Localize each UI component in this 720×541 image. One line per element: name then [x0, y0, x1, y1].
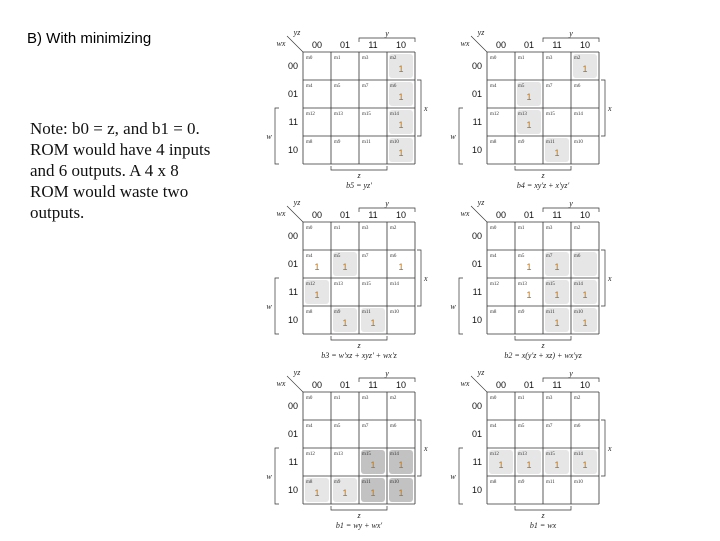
kmap-row-header: 01 — [471, 89, 482, 99]
kmap-minterm: m13 — [518, 112, 527, 117]
kmap-b2 — [452, 196, 627, 371]
kmap-row-header: 01 — [471, 429, 482, 439]
kmap-minterm: m14 — [574, 282, 583, 287]
kmap-one: 1 — [370, 318, 376, 328]
kmap-minterm: m0 — [306, 396, 313, 401]
kmap-one: 1 — [342, 318, 348, 328]
kmap-one: 1 — [554, 262, 560, 272]
kmap-w-label: w — [266, 472, 272, 481]
kmap-row-header: 01 — [287, 429, 298, 439]
kmap-one: 1 — [582, 460, 588, 470]
kmap-minterm: m13 — [518, 452, 527, 457]
kmap-x-label: x — [608, 104, 612, 113]
kmap-one: 1 — [342, 488, 348, 498]
kmap-one: 1 — [370, 460, 376, 470]
note-line: outputs. — [30, 203, 85, 222]
kmap-x-label: x — [424, 104, 428, 113]
kmap-minterm: m12 — [306, 112, 315, 117]
kmap-col-header: 11 — [552, 40, 562, 50]
kmap-minterm: m5 — [518, 84, 525, 89]
kmap-w-bracket — [275, 108, 279, 164]
kmap-col-header: 10 — [579, 210, 591, 220]
kmap-row-header: 11 — [472, 457, 482, 467]
kmap-minterm: m0 — [490, 396, 497, 401]
kmap-one: 1 — [554, 460, 560, 470]
kmap-z-label: z — [357, 171, 361, 180]
kmap-x-bracket — [601, 420, 605, 476]
kmap-one: 1 — [398, 488, 404, 498]
kmap-minterm: m10 — [390, 480, 399, 485]
kmap-corner-diagonal — [287, 36, 303, 52]
kmap-minterm: m8 — [490, 310, 497, 315]
kmap-z-bracket — [515, 166, 571, 170]
kmap-minterm: m12 — [306, 282, 315, 287]
kmap-w-bracket — [459, 448, 463, 504]
kmap-z-label: z — [357, 511, 361, 520]
kmap-minterm: m5 — [334, 84, 341, 89]
kmap-row-header: 10 — [471, 315, 482, 325]
kmap-row-header: 10 — [471, 485, 482, 495]
kmap-row-header: 11 — [288, 457, 298, 467]
kmap-corner-row-label: wx — [276, 379, 286, 388]
kmap-minterm: m3 — [362, 396, 369, 401]
kmap-minterm: m9 — [518, 140, 525, 145]
kmap-corner-diagonal — [287, 376, 303, 392]
kmap-y-label: y — [569, 29, 573, 38]
kmap-corner-row-label: wx — [460, 39, 470, 48]
kmap-minterm: m13 — [334, 452, 343, 457]
kmap-row-header: 00 — [471, 61, 482, 71]
kmap-minterm: m9 — [334, 480, 341, 485]
kmap-minterm: m12 — [490, 112, 499, 117]
kmap-corner-row-label: wx — [460, 379, 470, 388]
kmap-row-header: 10 — [287, 315, 298, 325]
kmap-b3 — [268, 196, 443, 371]
kmap-minterm: m14 — [390, 452, 399, 457]
kmap-col-header: 10 — [395, 40, 407, 50]
kmap-minterm: m15 — [362, 112, 371, 117]
kmap-col-header: 00 — [495, 210, 507, 220]
kmap-col-header: 01 — [339, 40, 351, 50]
kmap-corner-diagonal — [471, 206, 487, 222]
kmap-minterm: m4 — [306, 254, 313, 259]
kmap-x-label: x — [608, 274, 612, 283]
kmap-minterm: m15 — [362, 282, 371, 287]
kmap-minterm: m9 — [334, 140, 341, 145]
kmap-w-bracket — [459, 278, 463, 334]
kmap-b5 — [268, 26, 443, 201]
kmap-minterm: m2 — [574, 396, 581, 401]
kmap-one: 1 — [370, 488, 376, 498]
kmap-col-header: 01 — [523, 40, 535, 50]
kmap-x-bracket — [601, 250, 605, 306]
kmap-one: 1 — [498, 460, 504, 470]
kmap-minterm: m15 — [546, 452, 555, 457]
note-line: ROM would have 4 inputs — [30, 140, 211, 159]
kmap-minterm: m6 — [390, 254, 397, 259]
kmap-one: 1 — [554, 290, 560, 300]
kmap-b1 — [268, 366, 443, 541]
kmap-minterm: m10 — [574, 310, 583, 315]
kmap-minterm: m7 — [546, 84, 553, 89]
kmap-equation: b1 = wy + wx' — [335, 521, 383, 530]
kmap-row-header: 00 — [287, 401, 298, 411]
kmap-minterm: m10 — [390, 310, 399, 315]
kmap-minterm: m15 — [546, 112, 555, 117]
kmap-minterm: m1 — [334, 56, 341, 61]
kmap-z-bracket — [331, 166, 387, 170]
kmap-x-label: x — [424, 274, 428, 283]
note-line: Note: b0 = z, and b1 = 0. — [30, 119, 200, 138]
kmap-minterm: m13 — [518, 282, 527, 287]
kmap-minterm: m12 — [490, 282, 499, 287]
kmap-minterm: m8 — [306, 140, 313, 145]
kmap-one: 1 — [554, 318, 560, 328]
kmap-minterm: m4 — [490, 424, 497, 429]
kmap-minterm: m5 — [518, 254, 525, 259]
kmap-minterm: m10 — [574, 140, 583, 145]
kmap-minterm: m14 — [390, 282, 399, 287]
kmap-minterm: m0 — [306, 226, 313, 231]
kmap-minterm: m7 — [362, 254, 369, 259]
kmap-minterm: m2 — [574, 56, 581, 61]
kmap-minterm: m7 — [546, 424, 553, 429]
kmap-minterm: m8 — [490, 140, 497, 145]
kmap-col-header: 01 — [339, 210, 351, 220]
kmap-corner-row-label: wx — [460, 209, 470, 218]
kmap-col-header: 01 — [523, 210, 535, 220]
kmap-y-label: y — [385, 369, 389, 378]
kmap-col-header: 01 — [523, 380, 535, 390]
kmap-row-header: 00 — [287, 61, 298, 71]
kmap-minterm: m6 — [574, 254, 581, 259]
kmap-minterm: m9 — [518, 480, 525, 485]
kmap-row-header: 00 — [471, 401, 482, 411]
kmap-minterm: m5 — [518, 424, 525, 429]
kmap-z-bracket — [515, 336, 571, 340]
kmap-one: 1 — [582, 290, 588, 300]
kmap-minterm: m1 — [334, 396, 341, 401]
kmap-z-label: z — [357, 341, 361, 350]
kmap-col-header: 11 — [368, 210, 378, 220]
kmap-minterm: m9 — [518, 310, 525, 315]
kmap-z-label: z — [541, 341, 545, 350]
kmap-minterm: m5 — [334, 254, 341, 259]
kmap-col-header: 11 — [552, 380, 562, 390]
kmap-minterm: m4 — [490, 84, 497, 89]
kmap-equation: b4 = xy'z + x'yz' — [516, 181, 570, 190]
kmap-corner-diagonal — [471, 376, 487, 392]
kmap-minterm: m3 — [546, 226, 553, 231]
kmap-z-bracket — [515, 506, 571, 510]
kmap-minterm: m7 — [362, 84, 369, 89]
kmap-minterm: m0 — [490, 226, 497, 231]
kmap-one: 1 — [526, 290, 532, 300]
kmap-minterm: m11 — [546, 310, 555, 315]
kmap-minterm: m4 — [306, 424, 313, 429]
kmap-minterm: m0 — [306, 56, 313, 61]
kmap-w-label: w — [450, 472, 456, 481]
kmap-one: 1 — [554, 148, 560, 158]
kmap-b4 — [452, 26, 627, 201]
kmap-minterm: m1 — [518, 56, 525, 61]
kmap-x-label: x — [424, 444, 428, 453]
kmap-y-label: y — [385, 29, 389, 38]
kmap-minterm: m1 — [518, 226, 525, 231]
kmap-row-header: 01 — [471, 259, 482, 269]
kmap-minterm: m10 — [390, 140, 399, 145]
kmap-minterm: m14 — [390, 112, 399, 117]
note-line: ROM would waste two — [30, 182, 189, 201]
kmap-w-label: w — [266, 302, 272, 311]
kmap-corner-col-label: yz — [477, 198, 485, 207]
kmap-equation: b3 = w'xz + xyz' + wx'z — [321, 351, 397, 360]
kmap-x-bracket — [417, 420, 421, 476]
kmap-one: 1 — [398, 92, 404, 102]
kmap-minterm: m11 — [546, 140, 555, 145]
kmap-x-bracket — [601, 80, 605, 136]
kmap-one: 1 — [398, 148, 404, 158]
kmap-col-header: 00 — [311, 380, 323, 390]
kmap-corner-col-label: yz — [293, 198, 301, 207]
kmap-row-header: 00 — [471, 231, 482, 241]
kmap-col-header: 10 — [579, 40, 591, 50]
kmap-corner-col-label: yz — [293, 28, 301, 37]
kmap-w-label: w — [266, 132, 272, 141]
kmap-minterm: m8 — [490, 480, 497, 485]
kmap-col-header: 00 — [311, 210, 323, 220]
kmap-minterm: m11 — [362, 480, 371, 485]
kmap-equation: b1 = wx — [529, 521, 557, 530]
kmap-z-bracket — [331, 336, 387, 340]
kmap-row-header: 11 — [288, 117, 298, 127]
kmap-w-bracket — [459, 108, 463, 164]
kmap-y-label: y — [385, 199, 389, 208]
kmap-minterm: m11 — [362, 310, 371, 315]
kmap-minterm: m15 — [546, 282, 555, 287]
kmap-minterm: m6 — [390, 424, 397, 429]
kmap-corner-col-label: yz — [293, 368, 301, 377]
kmap-corner-diagonal — [471, 36, 487, 52]
kmap-one: 1 — [526, 92, 532, 102]
kmap-one: 1 — [314, 290, 320, 300]
kmap-minterm: m13 — [334, 282, 343, 287]
kmap-w-bracket — [275, 278, 279, 334]
kmap-minterm: m3 — [362, 226, 369, 231]
kmap-row-header: 10 — [287, 145, 298, 155]
kmap-w-bracket — [275, 448, 279, 504]
kmap-minterm: m2 — [390, 56, 397, 61]
kmap-w-label: w — [450, 132, 456, 141]
kmap-minterm: m2 — [390, 396, 397, 401]
kmap-one: 1 — [582, 64, 588, 74]
kmap-minterm: m12 — [306, 452, 315, 457]
kmap-minterm: m9 — [334, 310, 341, 315]
kmap-one: 1 — [582, 318, 588, 328]
kmap-minterm: m7 — [546, 254, 553, 259]
kmap-minterm: m4 — [306, 84, 313, 89]
kmap-col-header: 11 — [368, 40, 378, 50]
kmap-minterm: m2 — [390, 226, 397, 231]
kmap-minterm: m13 — [334, 112, 343, 117]
kmap-x-label: x — [608, 444, 612, 453]
kmap-row-header: 11 — [472, 287, 482, 297]
kmap-x-bracket — [417, 80, 421, 136]
kmap-row-header: 01 — [287, 259, 298, 269]
kmap-equation: b2 = x(y'z + xz) + wx'yz — [504, 351, 582, 360]
kmap-col-header: 00 — [495, 40, 507, 50]
kmap-b0 — [452, 366, 627, 541]
kmap-z-label: z — [541, 511, 545, 520]
kmap-one: 1 — [314, 262, 320, 272]
kmap-one: 1 — [398, 120, 404, 130]
kmap-z-label: z — [541, 171, 545, 180]
kmap-corner-row-label: wx — [276, 39, 286, 48]
kmap-minterm: m6 — [574, 424, 581, 429]
kmap-one: 1 — [526, 262, 532, 272]
kmap-col-header: 00 — [311, 40, 323, 50]
kmap-corner-row-label: wx — [276, 209, 286, 218]
kmap-minterm: m7 — [362, 424, 369, 429]
kmap-y-label: y — [569, 369, 573, 378]
kmap-one: 1 — [342, 262, 348, 272]
kmap-one: 1 — [314, 488, 320, 498]
kmap-minterm: m5 — [334, 424, 341, 429]
kmap-minterm: m6 — [574, 84, 581, 89]
kmap-one: 1 — [398, 64, 404, 74]
kmap-col-header: 11 — [552, 210, 562, 220]
kmap-w-label: w — [450, 302, 456, 311]
kmap-minterm: m10 — [574, 480, 583, 485]
kmap-row-header: 01 — [287, 89, 298, 99]
kmap-minterm: m4 — [490, 254, 497, 259]
kmap-equation: b5 = yz' — [346, 181, 372, 190]
kmap-col-header: 01 — [339, 380, 351, 390]
kmap-minterm: m3 — [546, 56, 553, 61]
kmap-minterm: m8 — [306, 480, 313, 485]
kmap-y-label: y — [569, 199, 573, 208]
kmap-row-header: 00 — [287, 231, 298, 241]
kmap-x-bracket — [417, 250, 421, 306]
kmap-minterm: m14 — [574, 452, 583, 457]
kmap-minterm: m0 — [490, 56, 497, 61]
note-text — [30, 118, 240, 223]
kmap-corner-col-label: yz — [477, 368, 485, 377]
kmap-minterm: m11 — [362, 140, 371, 145]
kmap-minterm: m14 — [574, 112, 583, 117]
kmap-minterm: m1 — [334, 226, 341, 231]
note-line: and 6 outputs. A 4 x 8 — [30, 161, 179, 180]
kmap-minterm: m3 — [546, 396, 553, 401]
kmap-col-header: 10 — [395, 380, 407, 390]
kmap-row-header: 11 — [288, 287, 298, 297]
kmap-one: 1 — [526, 120, 532, 130]
kmap-minterm: m3 — [362, 56, 369, 61]
kmap-one: 1 — [526, 460, 532, 470]
kmap-minterm: m6 — [390, 84, 397, 89]
kmap-minterm: m1 — [518, 396, 525, 401]
kmap-col-header: 11 — [368, 380, 378, 390]
kmap-corner-col-label: yz — [477, 28, 485, 37]
kmap-row-header: 10 — [287, 485, 298, 495]
kmap-minterm: m12 — [490, 452, 499, 457]
kmap-z-bracket — [331, 506, 387, 510]
kmap-row-header: 10 — [471, 145, 482, 155]
kmap-col-header: 10 — [395, 210, 407, 220]
kmap-col-header: 10 — [579, 380, 591, 390]
kmap-minterm: m11 — [546, 480, 555, 485]
kmap-minterm: m2 — [574, 226, 581, 231]
kmap-minterm: m15 — [362, 452, 371, 457]
kmap-one: 1 — [398, 262, 404, 272]
kmap-col-header: 00 — [495, 380, 507, 390]
kmap-row-header: 11 — [472, 117, 482, 127]
slide-heading: B) With minimizing — [27, 30, 152, 47]
kmap-corner-diagonal — [287, 206, 303, 222]
kmap-minterm: m8 — [306, 310, 313, 315]
kmap-one: 1 — [398, 460, 404, 470]
